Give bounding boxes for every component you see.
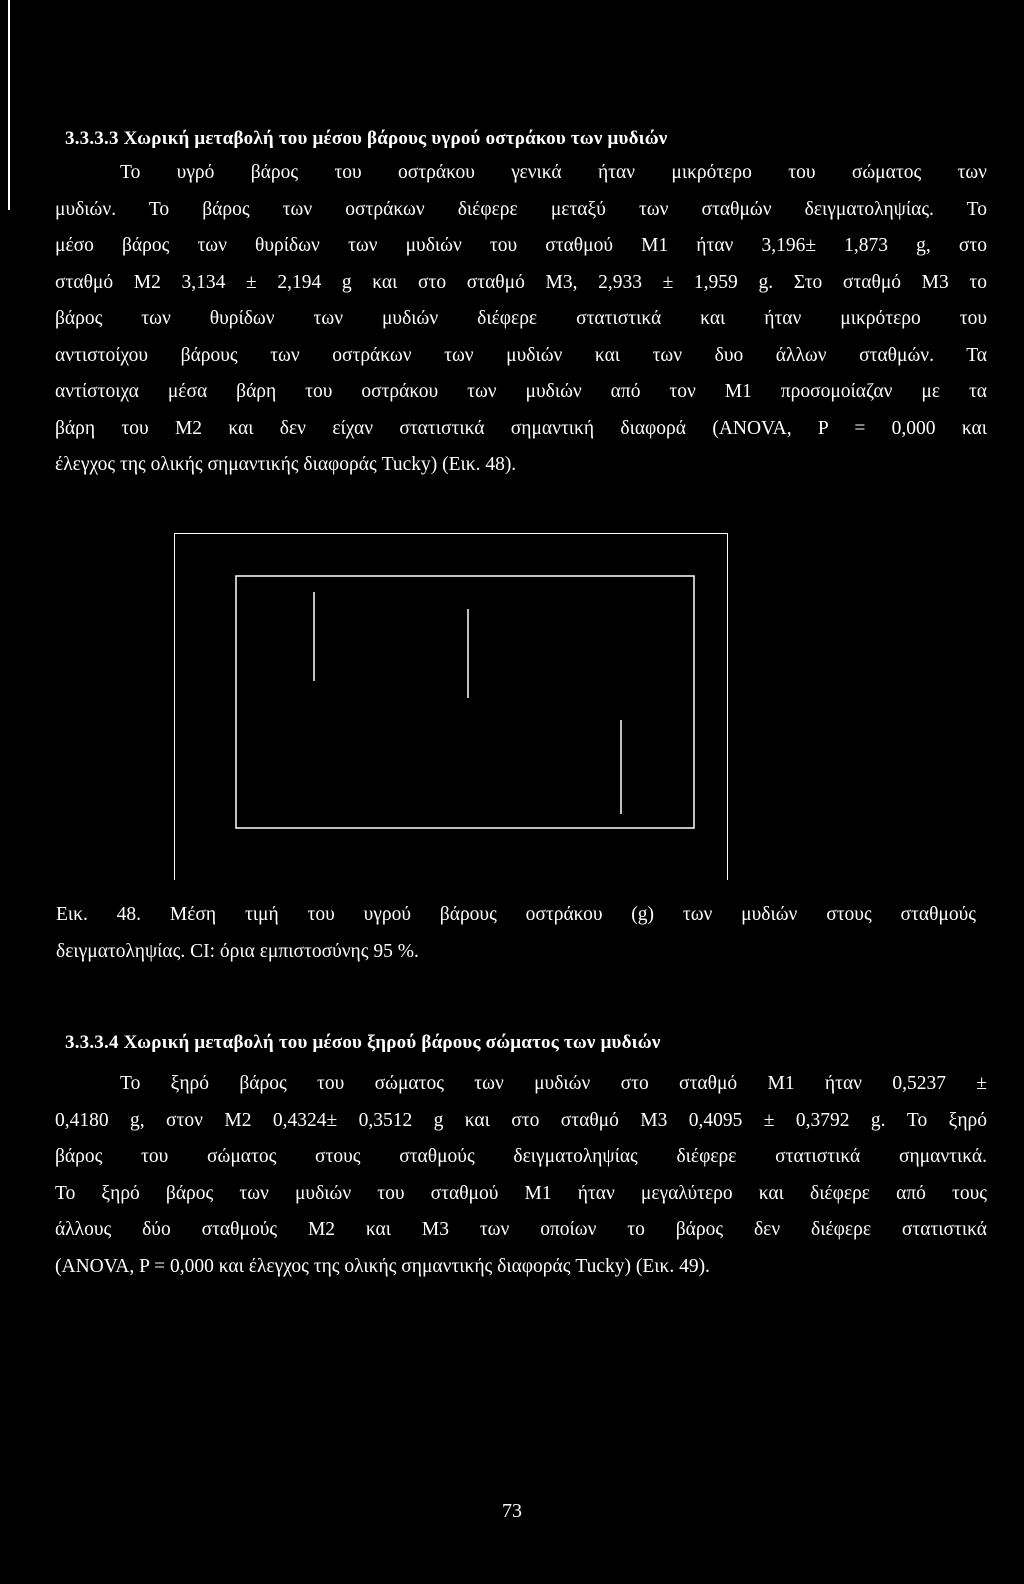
section-3-3-3-4-paragraph <box>55 1066 987 1285</box>
figure-48-plot <box>175 534 727 880</box>
paragraph-line: Το ξηρό βάρος των μυδιών του σταθμού Μ1 ήταν μεγαλύτερο και διέφερε από τους <box>55 1182 987 1204</box>
paragraph-line: αντιστοίχου βάρους των οστράκων των μυδιών και των δυο άλλων σταθμών. Τα <box>55 344 987 366</box>
figure-48-frame <box>174 533 728 880</box>
paragraph-line: έλεγχος της ολικής σημαντικής διαφοράς Tucky) (Εικ. 48). <box>55 454 517 475</box>
paragraph-line: βάρος του σώματος στους σταθμούς δειγματοληψίας διέφερε στατιστικά σημαντικά. <box>55 1146 987 1167</box>
section-heading-3-3-3-4: 3.3.3.4 Χωρική μεταβολή του μέσου ξηρού βάρους σώματος των μυδιών <box>65 1032 661 1053</box>
paragraph-line: μέσο βάρος των θυρίδων των μυδιών του σταθμού Μ1 ήταν 3,196± 1,873 g, στο <box>55 235 987 256</box>
page-number: 73 <box>502 1500 522 1522</box>
section-3-3-3-3-paragraph <box>55 155 987 484</box>
paragraph-line: άλλους δύο σταθμούς Μ2 και Μ3 των οποίων το βάρος δεν διέφερε στατιστικά <box>55 1219 987 1240</box>
left-edge-line <box>8 0 10 210</box>
paragraph-line: βάρος των θυρίδων των μυδιών διέφερε στατιστικά και ήταν μικρότερο του <box>55 308 987 329</box>
caption-line: δειγματοληψίας. CI: όρια εμπιστοσύνης 95 %. <box>56 941 419 962</box>
paragraph-line: βάρη του Μ2 και δεν είχαν στατιστικά σημαντική διαφορά (ANOVA, P = 0,000 και <box>55 417 987 439</box>
paragraph-line: αντίστοιχα μέσα βάρη του οστράκου των μυδιών από τον Μ1 προσομοίαζαν με τα <box>55 381 987 402</box>
paragraph-line: (ANOVA, P = 0,000 και έλεγχος της ολικής σημαντικής διαφοράς Tucky) (Εικ. 49). <box>55 1255 710 1277</box>
paragraph-line: Το υγρό βάρος του οστράκου γενικά ήταν μικρότερο του σώματος των <box>120 162 987 183</box>
paragraph-line: μυδιών. Το βάρος των οστράκων διέφερε μεταξύ των σταθμών δειγματοληψίας. Το <box>55 198 987 220</box>
figure-48-caption <box>56 896 976 970</box>
paragraph-line: σταθμό Μ2 3,134 ± 2,194 g και στο σταθμό Μ3, 2,933 ± 1,959 g. Στο σταθμό Μ3 το <box>55 271 987 293</box>
paragraph-line: Το ξηρό βάρος του σώματος των μυδιών στο σταθμό Μ1 ήταν 0,5237 ± <box>120 1073 987 1094</box>
caption-line: Εικ. 48. Μέση τιμή του υγρού βάρους οστράκου (g) των μυδιών στους σταθμούς <box>56 904 976 925</box>
paragraph-line: 0,4180 g, στον Μ2 0,4324± 0,3512 g και στο σταθμό Μ3 0,4095 ± 0,3792 g. Το ξηρό <box>55 1109 987 1131</box>
plot-area <box>236 576 694 828</box>
section-heading-3-3-3-3: 3.3.3.3 Χωρική μεταβολή του μέσου βάρους υγρού οστράκου των μυδιών <box>65 128 668 149</box>
